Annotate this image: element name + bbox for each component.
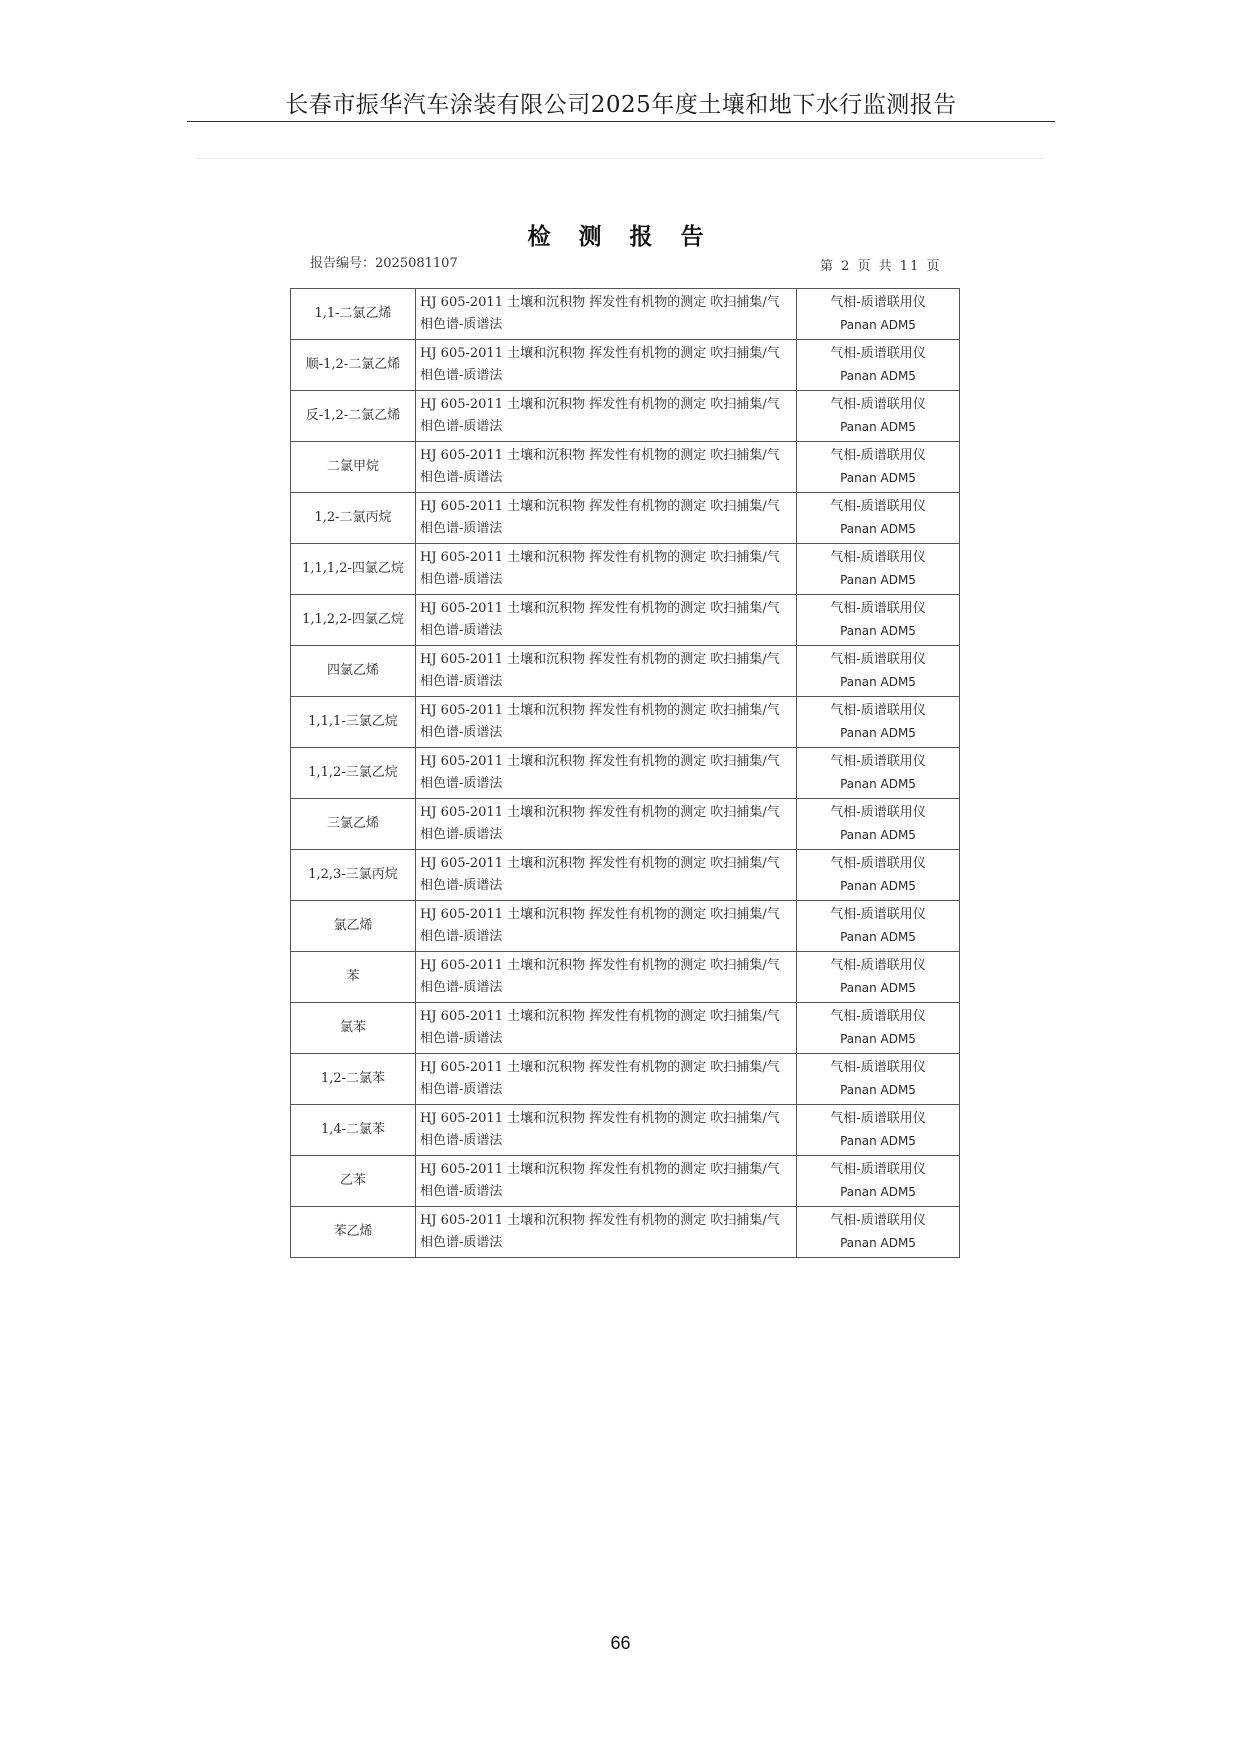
instrument-name: 气相-质谱联用仪 (830, 1060, 926, 1075)
analyte-name: 二氯甲烷 (326, 459, 379, 474)
instrument-name: 气相-质谱联用仪 (830, 1009, 926, 1024)
method-cell (416, 697, 797, 748)
instrument-name: 气相-质谱联用仪 (830, 346, 926, 361)
method-cell (416, 799, 797, 850)
analyte-name: 1,1,1,2-四氯乙烷 (302, 561, 404, 576)
instrument-name: 气相-质谱联用仪 (830, 601, 926, 616)
instrument-cell (797, 646, 960, 697)
instrument-cell (797, 1207, 960, 1258)
instrument-cell (797, 442, 960, 493)
method-standard: HJ 605-2011 土壤和沉积物 挥发性有机物的测定 吹扫捕集/气相色谱-质谱法 (420, 448, 780, 485)
analyte-cell (291, 1156, 416, 1207)
instrument-model: Panan ADM5 (840, 573, 916, 587)
method-cell (416, 901, 797, 952)
method-standard: HJ 605-2011 土壤和沉积物 挥发性有机物的测定 吹扫捕集/气相色谱-质谱法 (420, 397, 780, 434)
table-row (291, 748, 960, 799)
instrument-cell (797, 544, 960, 595)
method-cell (416, 544, 797, 595)
method-cell (416, 1156, 797, 1207)
instrument-model: Panan ADM5 (840, 369, 916, 383)
analyte-name: 苯 (346, 969, 360, 984)
report-title: 检 测 报 告 (527, 224, 714, 250)
analyte-name: 三氯乙烯 (326, 816, 379, 831)
analyte-name: 1,1,1-三氯乙烷 (308, 714, 398, 729)
analyte-cell (291, 850, 416, 901)
table-row (291, 1207, 960, 1258)
analyte-name: 1,1,2,2-四氯乙烷 (302, 612, 404, 627)
method-standard: HJ 605-2011 土壤和沉积物 挥发性有机物的测定 吹扫捕集/气相色谱-质谱法 (420, 805, 780, 842)
method-standard: HJ 605-2011 土壤和沉积物 挥发性有机物的测定 吹扫捕集/气相色谱-质谱法 (420, 652, 780, 689)
method-cell (416, 391, 797, 442)
instrument-model: Panan ADM5 (840, 981, 916, 995)
document-header-title: 长春市振华汽车涂装有限公司2025年度土壤和地下水行监测报告 (285, 92, 957, 118)
instrument-name: 气相-质谱联用仪 (830, 1111, 926, 1126)
method-standard: HJ 605-2011 土壤和沉积物 挥发性有机物的测定 吹扫捕集/气相色谱-质谱法 (420, 1009, 780, 1046)
instrument-model: Panan ADM5 (840, 624, 916, 638)
method-table-body (291, 289, 960, 1258)
method-standard: HJ 605-2011 土壤和沉积物 挥发性有机物的测定 吹扫捕集/气相色谱-质谱法 (420, 958, 780, 995)
table-row (291, 340, 960, 391)
analyte-name: 四氯乙烯 (326, 663, 379, 678)
table-row (291, 901, 960, 952)
instrument-model: Panan ADM5 (840, 1236, 916, 1250)
table-row (291, 1054, 960, 1105)
instrument-name: 气相-质谱联用仪 (830, 1162, 926, 1177)
instrument-model: Panan ADM5 (840, 420, 916, 434)
method-cell (416, 493, 797, 544)
method-standard: HJ 605-2011 土壤和沉积物 挥发性有机物的测定 吹扫捕集/气相色谱-质谱法 (420, 499, 780, 536)
analyte-cell (291, 952, 416, 1003)
instrument-name: 气相-质谱联用仪 (830, 805, 926, 820)
table-row (291, 952, 960, 1003)
instrument-model: Panan ADM5 (840, 1134, 916, 1148)
instrument-name: 气相-质谱联用仪 (830, 550, 926, 565)
instrument-name: 气相-质谱联用仪 (830, 907, 926, 922)
instrument-name: 气相-质谱联用仪 (830, 397, 926, 412)
table-row (291, 799, 960, 850)
method-cell (416, 850, 797, 901)
instrument-cell (797, 289, 960, 340)
table-row (291, 1003, 960, 1054)
instrument-model: Panan ADM5 (840, 1032, 916, 1046)
analyte-name: 顺-1,2-二氯乙烯 (305, 357, 401, 372)
instrument-model: Panan ADM5 (840, 879, 916, 893)
method-cell (416, 748, 797, 799)
analyte-cell (291, 748, 416, 799)
instrument-cell (797, 850, 960, 901)
table-row (291, 697, 960, 748)
method-standard: HJ 605-2011 土壤和沉积物 挥发性有机物的测定 吹扫捕集/气相色谱-质谱法 (420, 856, 780, 893)
scan-divider (195, 158, 1045, 159)
method-standard: HJ 605-2011 土壤和沉积物 挥发性有机物的测定 吹扫捕集/气相色谱-质谱法 (420, 907, 780, 944)
instrument-model: Panan ADM5 (840, 318, 916, 332)
instrument-model: Panan ADM5 (840, 1185, 916, 1199)
page-number: 66 (610, 1633, 631, 1653)
header-divider (187, 121, 1055, 122)
method-cell (416, 952, 797, 1003)
table-row (291, 391, 960, 442)
analyte-cell (291, 493, 416, 544)
analyte-cell (291, 1054, 416, 1105)
instrument-model: Panan ADM5 (840, 777, 916, 791)
table-row (291, 544, 960, 595)
instrument-model: Panan ADM5 (840, 471, 916, 485)
instrument-model: Panan ADM5 (840, 930, 916, 944)
table-row (291, 442, 960, 493)
instrument-cell (797, 1156, 960, 1207)
analyte-name: 反-1,2-二氯乙烯 (305, 408, 401, 423)
method-cell (416, 340, 797, 391)
analyte-cell (291, 646, 416, 697)
instrument-model: Panan ADM5 (840, 675, 916, 689)
method-standard: HJ 605-2011 土壤和沉积物 挥发性有机物的测定 吹扫捕集/气相色谱-质谱法 (420, 601, 780, 638)
instrument-cell (797, 595, 960, 646)
table-row (291, 493, 960, 544)
instrument-cell (797, 952, 960, 1003)
instrument-model: Panan ADM5 (840, 1083, 916, 1097)
method-standard: HJ 605-2011 土壤和沉积物 挥发性有机物的测定 吹扫捕集/气相色谱-质谱法 (420, 346, 780, 383)
analyte-cell (291, 1207, 416, 1258)
instrument-cell (797, 391, 960, 442)
method-standard: HJ 605-2011 土壤和沉积物 挥发性有机物的测定 吹扫捕集/气相色谱-质谱法 (420, 1162, 780, 1199)
instrument-cell (797, 1054, 960, 1105)
instrument-model: Panan ADM5 (840, 522, 916, 536)
instrument-cell (797, 799, 960, 850)
method-standard: HJ 605-2011 土壤和沉积物 挥发性有机物的测定 吹扫捕集/气相色谱-质谱法 (420, 1060, 780, 1097)
table-row (291, 1105, 960, 1156)
method-standard: HJ 605-2011 土壤和沉积物 挥发性有机物的测定 吹扫捕集/气相色谱-质谱法 (420, 754, 780, 791)
method-cell (416, 289, 797, 340)
analyte-cell (291, 901, 416, 952)
analyte-cell (291, 442, 416, 493)
analyte-cell (291, 1105, 416, 1156)
analyte-cell (291, 391, 416, 442)
report-number: 报告编号：2025081107 (310, 256, 458, 271)
method-table (290, 288, 960, 1258)
method-cell (416, 595, 797, 646)
instrument-cell (797, 901, 960, 952)
table-row (291, 850, 960, 901)
analyte-cell (291, 697, 416, 748)
method-cell (416, 1003, 797, 1054)
analyte-cell (291, 595, 416, 646)
instrument-model: Panan ADM5 (840, 726, 916, 740)
analyte-cell (291, 1003, 416, 1054)
analyte-name: 1,2-二氯丙烷 (314, 510, 392, 525)
instrument-name: 气相-质谱联用仪 (830, 856, 926, 871)
method-cell (416, 442, 797, 493)
table-row (291, 595, 960, 646)
method-cell (416, 646, 797, 697)
method-standard: HJ 605-2011 土壤和沉积物 挥发性有机物的测定 吹扫捕集/气相色谱-质谱法 (420, 703, 780, 740)
method-standard: HJ 605-2011 土壤和沉积物 挥发性有机物的测定 吹扫捕集/气相色谱-质谱法 (420, 550, 780, 587)
instrument-name: 气相-质谱联用仪 (830, 1213, 926, 1228)
analyte-name: 氯乙烯 (333, 918, 373, 933)
instrument-cell (797, 1105, 960, 1156)
method-cell (416, 1207, 797, 1258)
instrument-name: 气相-质谱联用仪 (830, 448, 926, 463)
method-standard: HJ 605-2011 土壤和沉积物 挥发性有机物的测定 吹扫捕集/气相色谱-质谱法 (420, 295, 780, 332)
report-page-count: 第 2 页 共 11 页 (820, 259, 942, 274)
instrument-name: 气相-质谱联用仪 (830, 958, 926, 973)
instrument-name: 气相-质谱联用仪 (830, 703, 926, 718)
analyte-name: 乙苯 (339, 1173, 366, 1188)
analyte-name: 氯苯 (339, 1020, 366, 1035)
instrument-cell (797, 697, 960, 748)
table-row (291, 289, 960, 340)
analyte-cell (291, 544, 416, 595)
instrument-name: 气相-质谱联用仪 (830, 754, 926, 769)
table-row (291, 1156, 960, 1207)
table-row (291, 646, 960, 697)
method-standard: HJ 605-2011 土壤和沉积物 挥发性有机物的测定 吹扫捕集/气相色谱-质谱法 (420, 1111, 780, 1148)
method-cell (416, 1054, 797, 1105)
instrument-cell (797, 1003, 960, 1054)
analyte-name: 1,2,3-三氯丙烷 (308, 867, 398, 882)
instrument-name: 气相-质谱联用仪 (830, 295, 926, 310)
analyte-name: 1,1,2-三氯乙烷 (308, 765, 398, 780)
instrument-name: 气相-质谱联用仪 (830, 652, 926, 667)
analyte-cell (291, 340, 416, 391)
method-cell (416, 1105, 797, 1156)
instrument-name: 气相-质谱联用仪 (830, 499, 926, 514)
instrument-cell (797, 340, 960, 391)
method-standard: HJ 605-2011 土壤和沉积物 挥发性有机物的测定 吹扫捕集/气相色谱-质谱法 (420, 1213, 780, 1250)
analyte-name: 1,4-二氯苯 (320, 1122, 386, 1137)
analyte-name: 苯乙烯 (333, 1224, 373, 1239)
analyte-cell (291, 799, 416, 850)
analyte-cell (291, 289, 416, 340)
analyte-name: 1,2-二氯苯 (320, 1071, 386, 1086)
analyte-name: 1,1-二氯乙烯 (314, 306, 392, 321)
instrument-model: Panan ADM5 (840, 828, 916, 842)
instrument-cell (797, 493, 960, 544)
instrument-cell (797, 748, 960, 799)
